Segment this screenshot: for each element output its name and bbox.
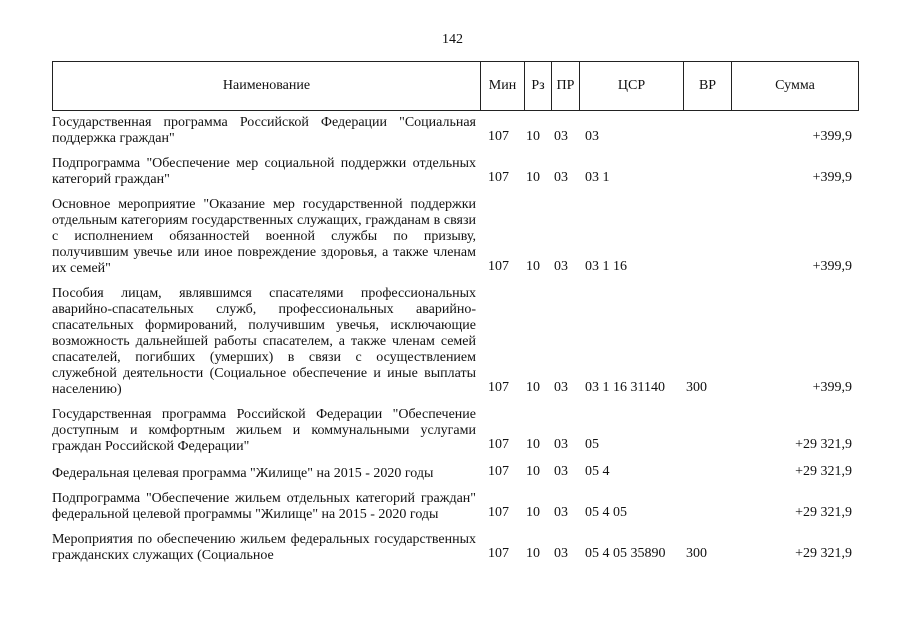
table-row bbox=[52, 491, 858, 526]
row-sum: +29 321,9 bbox=[795, 464, 852, 479]
header-min: Мин bbox=[481, 62, 525, 111]
row-pr: 03 bbox=[554, 546, 568, 561]
table-row bbox=[52, 407, 858, 458]
header-csr: ЦСР bbox=[580, 62, 684, 111]
page-number: 142 bbox=[442, 32, 463, 47]
row-min: 107 bbox=[488, 129, 509, 144]
row-sum: +399,9 bbox=[812, 380, 852, 395]
header-rz: Рз bbox=[525, 62, 552, 111]
row-min: 107 bbox=[488, 170, 509, 185]
table-row bbox=[52, 197, 858, 280]
row-name: Подпрограмма "Обеспечение жильем отдельных категорий граждан" федеральной целевой программы "Жилище" на 2015 - 2020 годы bbox=[52, 491, 476, 522]
row-vr bbox=[683, 197, 731, 280]
row-min: 107 bbox=[488, 546, 509, 561]
row-rz: 10 bbox=[526, 170, 540, 185]
row-name: Федеральная целевая программа "Жилище" на 2015 - 2020 годы bbox=[52, 466, 434, 481]
row-csr: 05 bbox=[585, 437, 599, 452]
row-sum: +399,9 bbox=[812, 259, 852, 274]
row-rz: 10 bbox=[526, 380, 540, 395]
row-name: Пособия лицам, являвшимся спасателями профессиональных аварийно-спасательных служб, профессиональных аварийно-спасательных формирований, получившим увечья, исключающие возможность дальнейшей работы спасателем, а также членам семей спасателей, погибших (умерших) в связи с осуществлением служебной деятельности (Социальное обеспечение и иные выплаты населению) bbox=[52, 286, 476, 397]
row-pr: 03 bbox=[554, 170, 568, 185]
table-header bbox=[52, 61, 859, 111]
header-vr: ВР bbox=[684, 62, 732, 111]
row-rz: 10 bbox=[526, 129, 540, 144]
row-sum: +29 321,9 bbox=[795, 546, 852, 561]
row-sum: +399,9 bbox=[812, 170, 852, 185]
row-vr bbox=[683, 491, 731, 526]
table-row bbox=[52, 115, 858, 150]
row-csr: 03 1 16 31140 bbox=[585, 380, 665, 395]
row-csr: 05 4 05 35890 bbox=[585, 546, 666, 561]
row-vr: 300 bbox=[686, 546, 707, 561]
row-vr bbox=[683, 156, 731, 191]
row-vr bbox=[683, 464, 731, 485]
table-row bbox=[52, 286, 858, 401]
row-name: Государственная программа Российской Федерации "Обеспечение доступным и комфортным жильем и коммунальными услугами граждан Российской Федерации" bbox=[52, 407, 476, 454]
row-min: 107 bbox=[488, 259, 509, 274]
row-pr: 03 bbox=[554, 380, 568, 395]
row-name: Подпрограмма "Обеспечение мер социальной поддержки отдельных категорий граждан" bbox=[52, 156, 476, 187]
row-rz: 10 bbox=[526, 259, 540, 274]
budget-table bbox=[52, 115, 858, 567]
row-sum: +29 321,9 bbox=[795, 505, 852, 520]
row-rz: 10 bbox=[526, 505, 540, 520]
row-min: 107 bbox=[488, 437, 509, 452]
header-sum: Сумма bbox=[732, 62, 859, 111]
row-rz: 10 bbox=[526, 437, 540, 452]
row-name: Государственная программа Российской Федерации "Социальная поддержка граждан" bbox=[52, 115, 476, 146]
row-min: 107 bbox=[488, 505, 509, 520]
row-csr: 03 bbox=[585, 129, 599, 144]
table-row bbox=[52, 464, 858, 485]
row-name: Мероприятия по обеспечению жильем федеральных государственных гражданских служащих (Социальное bbox=[52, 532, 476, 563]
row-csr: 03 1 bbox=[585, 170, 610, 185]
row-min: 107 bbox=[488, 380, 509, 395]
row-csr: 05 4 bbox=[585, 464, 610, 479]
header-pr: ПР bbox=[552, 62, 580, 111]
row-rz: 10 bbox=[526, 464, 540, 479]
row-rz: 10 bbox=[526, 546, 540, 561]
row-sum: +29 321,9 bbox=[795, 437, 852, 452]
row-min: 107 bbox=[488, 464, 509, 479]
header-name: Наименование bbox=[53, 62, 481, 111]
row-pr: 03 bbox=[554, 129, 568, 144]
row-pr: 03 bbox=[554, 464, 568, 479]
table-row bbox=[52, 156, 858, 191]
row-vr bbox=[683, 407, 731, 458]
row-sum: +399,9 bbox=[812, 129, 852, 144]
table-row bbox=[52, 532, 858, 567]
row-csr: 05 4 05 bbox=[585, 505, 627, 520]
row-pr: 03 bbox=[554, 437, 568, 452]
row-csr: 03 1 16 bbox=[585, 259, 627, 274]
row-pr: 03 bbox=[554, 259, 568, 274]
row-name: Основное мероприятие "Оказание мер государственной поддержки отдельным категориям государственных служащих, гражданам в связи с исполнением обязанностей военной службы по призыву, получившим увечье или иное повреждение здоровья, а также членам их семей" bbox=[52, 197, 476, 276]
row-vr: 300 bbox=[686, 380, 707, 395]
row-pr: 03 bbox=[554, 505, 568, 520]
row-vr bbox=[683, 115, 731, 150]
